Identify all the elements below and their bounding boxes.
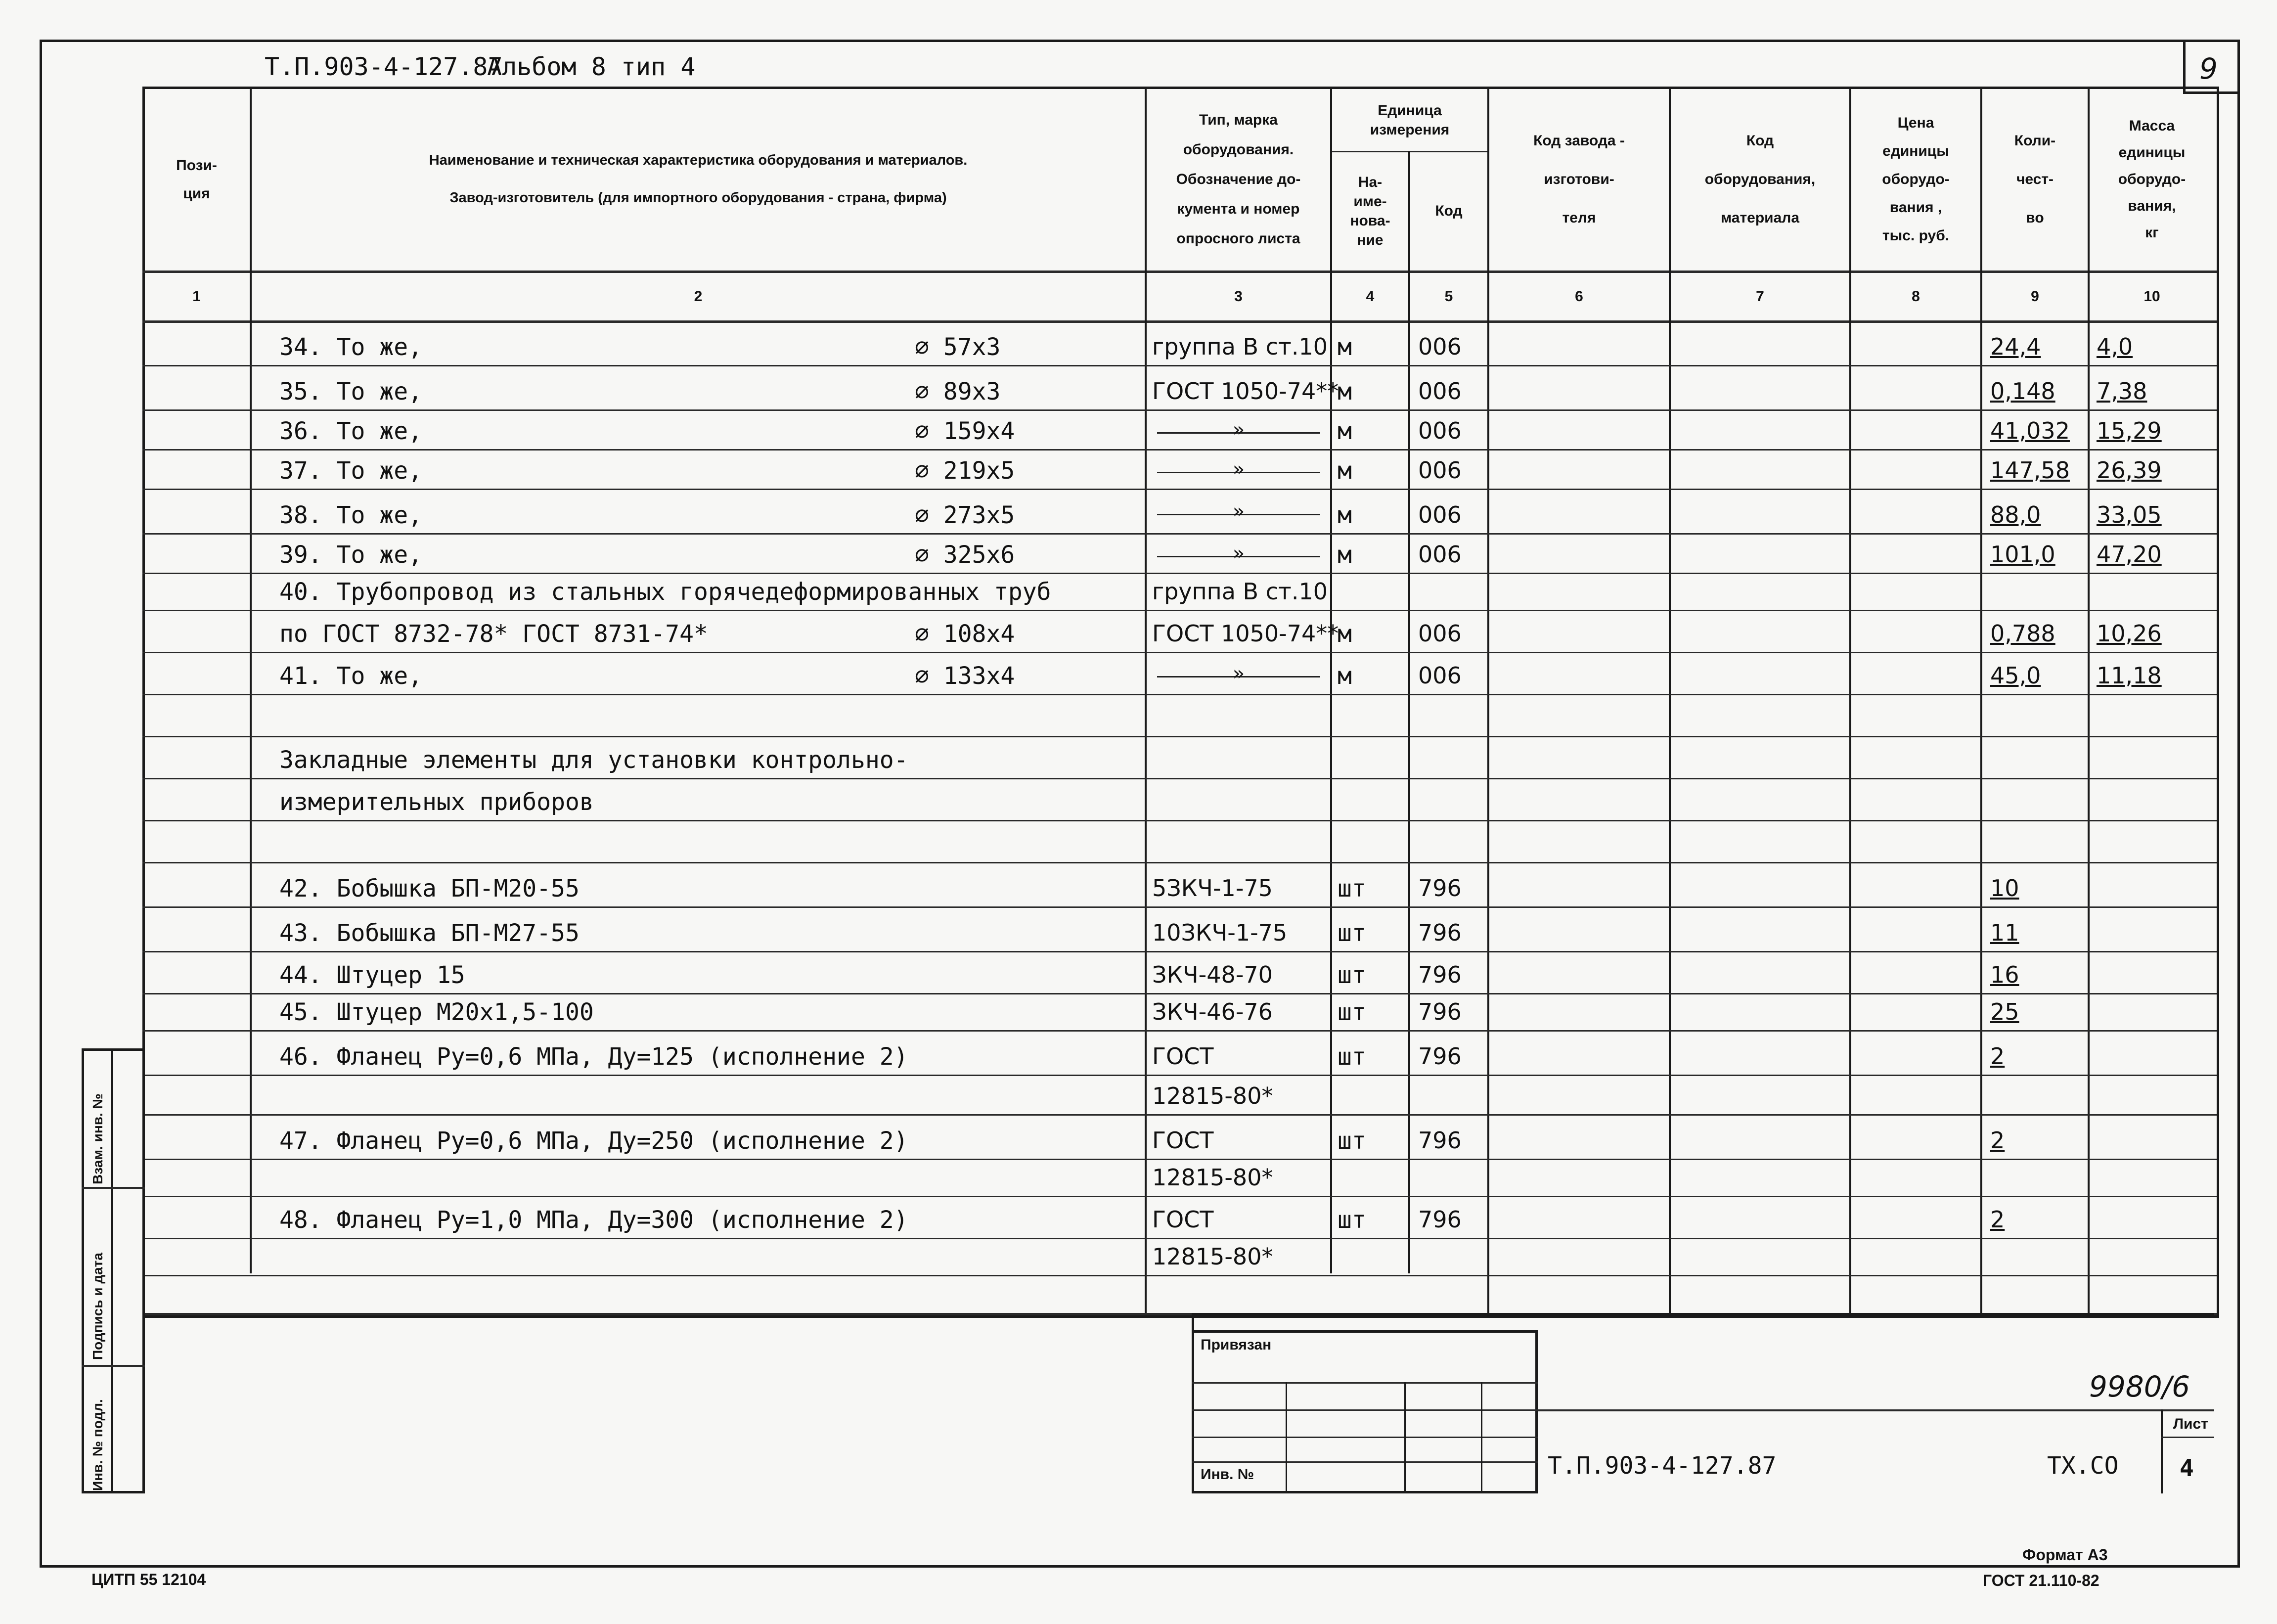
col-6-num: 6	[1575, 288, 1583, 305]
row-separator	[142, 533, 2217, 535]
ditto-mark	[1157, 676, 1320, 677]
cell-mass: 33,05	[2097, 501, 2162, 528]
cell-type: ГОСТ	[1152, 1206, 1214, 1233]
cell-unit: шт	[1338, 1206, 1366, 1234]
cell-name: 34. То же,	[279, 333, 422, 361]
privyazan-label: Привязан	[1201, 1337, 1272, 1353]
cell-type: ЗКЧ-46-76	[1152, 998, 1273, 1025]
cell-unit: шт	[1338, 961, 1366, 989]
cell-code: 006	[1418, 457, 1462, 484]
col-10-title: Масса единицы оборудо- вания, кг	[2118, 117, 2186, 241]
cell-size: ∅ 325х6	[915, 541, 1015, 569]
col-5-title: Код	[1435, 203, 1463, 219]
cell-code: 006	[1418, 333, 1462, 360]
cell-size: ∅ 159х4	[915, 417, 1015, 445]
col-2-title: Наименование и техническая характеристика оборудования и материалов. Завод-изготовитель (для импортного оборудования - страна, фирма)	[429, 152, 968, 206]
row-separator	[142, 1075, 2217, 1076]
cell-unit: шт	[1338, 1127, 1366, 1155]
tb-vline-2	[1404, 1382, 1406, 1493]
cell-mass: 7,38	[2097, 378, 2147, 405]
cell-code: 006	[1418, 541, 1462, 568]
side-stamp-line-2	[82, 1365, 145, 1367]
tb-main-line	[1538, 1409, 2214, 1411]
col-1-num: 1	[192, 288, 201, 305]
cell-name: 39. То же,	[279, 541, 422, 569]
cell-code: 006	[1418, 417, 1462, 444]
cell-unit: шт	[1338, 1043, 1366, 1071]
cell-size: ∅ 219х5	[915, 457, 1015, 485]
cell-code: 006	[1418, 501, 1462, 528]
cell-qty: 41,032	[1990, 417, 2070, 444]
row-separator	[142, 862, 2217, 863]
row-separator	[142, 1275, 2217, 1276]
side-stamp-divider	[111, 1048, 113, 1493]
cell-type: ГОСТ 1050-74**	[1152, 378, 1339, 405]
row-separator	[142, 820, 2217, 821]
cell-name: 44. Штуцер 15	[279, 961, 465, 989]
cell-mass: 4,0	[2097, 333, 2133, 360]
cell-code: 006	[1418, 662, 1462, 689]
cell-name: Закладные элементы для установки контрольно-	[279, 746, 908, 774]
col-4-title: На- име- нова- ние	[1350, 174, 1390, 248]
album-label: Альбом 8 тип 4	[487, 52, 696, 81]
col-2-num: 2	[694, 288, 703, 305]
row-separator	[142, 409, 2217, 411]
side-stamp-vzam: Взам. инв. №	[90, 1093, 105, 1184]
tb-line-4	[1192, 1461, 1538, 1463]
cell-type: ЗКЧ-48-70	[1152, 961, 1273, 988]
row-separator	[142, 694, 2217, 695]
tb-line-3	[1192, 1437, 1538, 1438]
cell-qty: 2	[1990, 1043, 2005, 1070]
cell-unit: шт	[1338, 998, 1366, 1026]
row-separator	[142, 1238, 2217, 1239]
cell-unit: м	[1338, 333, 1352, 361]
sheet-label: Лист	[2173, 1416, 2208, 1432]
side-stamp-podpis: Подпись и дата	[90, 1253, 105, 1360]
cell-type: ГОСТ 1050-74**	[1152, 620, 1339, 647]
cell-mass: 15,29	[2097, 417, 2162, 444]
row-separator	[142, 1159, 2217, 1160]
sheet-number: 9	[2199, 52, 2218, 86]
row-separator	[142, 1030, 2217, 1032]
row-separator	[142, 778, 2217, 779]
col-9-title: Коли- чест- во	[2014, 132, 2056, 226]
col-9-num: 9	[2031, 288, 2039, 305]
cell-name: 48. Фланец Ру=1,0 МПа, Ду=300 (исполнение 2)	[279, 1206, 908, 1234]
side-stamp-inv: Инв. № подл.	[90, 1399, 105, 1491]
colnum-bottom-line	[142, 320, 2217, 323]
cell-mass: 11,18	[2097, 662, 2162, 689]
cell-name: 38. То же,	[279, 501, 422, 529]
cell-code: 796	[1418, 1206, 1462, 1233]
cell-name: 45. Штуцер М20х1,5-100	[279, 998, 594, 1026]
col-5-num: 5	[1444, 288, 1453, 305]
row-separator	[142, 951, 2217, 952]
row-separator	[142, 610, 2217, 611]
cell-type: ГОСТ	[1152, 1127, 1214, 1154]
row-separator	[142, 736, 2217, 737]
cell-mass: 26,39	[2097, 457, 2162, 484]
cell-code: 796	[1418, 1043, 1462, 1070]
cell-name: по ГОСТ 8732-78* ГОСТ 8731-74*	[279, 620, 708, 648]
cell-size: ∅ 57х3	[915, 333, 1001, 361]
col-line-9	[2088, 87, 2090, 1313]
ditto-mark	[1157, 514, 1320, 515]
cell-code: 796	[1418, 875, 1462, 902]
title-sheet: 4	[2180, 1454, 2194, 1482]
col-7-num: 7	[1756, 288, 1764, 305]
cell-code: 796	[1418, 919, 1462, 946]
row-separator	[142, 906, 2217, 908]
col-4-num: 4	[1366, 288, 1375, 305]
cell-qty: 0,148	[1990, 378, 2055, 405]
cell-code: 006	[1418, 378, 1462, 405]
cell-qty: 25	[1990, 998, 2019, 1025]
row-separator	[142, 993, 2217, 994]
cell-qty: 24,4	[1990, 333, 2041, 360]
cell-qty: 2	[1990, 1206, 2005, 1233]
cell-qty: 101,0	[1990, 541, 2055, 568]
cell-name: 36. То же,	[279, 417, 422, 445]
col-6-title: Код завода - изготови- теля	[1533, 132, 1625, 226]
side-stamp-line-1	[82, 1187, 145, 1189]
col-line-5	[1487, 87, 1489, 1313]
footer-left: ЦИТП 55 12104	[91, 1571, 206, 1588]
cell-code: 796	[1418, 1127, 1462, 1154]
cell-unit: м	[1338, 457, 1352, 485]
cell-qty: 88,0	[1990, 501, 2041, 528]
ditto-mark	[1157, 556, 1320, 557]
row-separator	[142, 449, 2217, 451]
tb-line-2	[1192, 1409, 1538, 1411]
handwritten-number: 9980/6	[2089, 1370, 2190, 1403]
sheet-label-line	[2161, 1437, 2214, 1438]
cell-qty: 2	[1990, 1127, 2005, 1154]
col-7-title: Код оборудования, материала	[1704, 132, 1816, 226]
row-separator	[142, 365, 2217, 366]
cell-name: 37. То же,	[279, 457, 422, 485]
row-separator	[142, 573, 2217, 574]
row-separator	[142, 652, 2217, 653]
cell-qty: 0,788	[1990, 620, 2055, 647]
col-10-num: 10	[2143, 288, 2160, 305]
cell-name: измерительных приборов	[279, 788, 594, 816]
cell-size: ∅ 273х5	[915, 501, 1015, 529]
cell-type: 12815-80*	[1152, 1083, 1273, 1109]
cell-type: 5ЗКЧ-1-75	[1152, 875, 1273, 902]
col-3-title: Тип, марка оборудования. Обозначение до- кумента и номер опросного листа	[1176, 111, 1301, 247]
cell-qty: 16	[1990, 961, 2019, 988]
cell-type: 12815-80*	[1152, 1164, 1273, 1191]
cell-mass: 10,26	[2097, 620, 2162, 647]
cell-code: 796	[1418, 961, 1462, 988]
cell-name: 35. То же,	[279, 378, 422, 406]
cell-size: ∅ 108х4	[915, 620, 1015, 648]
cell-name: 40. Трубопровод из стальных горячедеформированных труб	[279, 578, 1051, 606]
cell-unit: м	[1338, 501, 1352, 529]
cell-unit: м	[1338, 541, 1352, 569]
col-8-num: 8	[1912, 288, 1920, 305]
row-separator	[142, 1114, 2217, 1116]
cell-name: 43. Бобышка БП-М27-55	[279, 919, 580, 947]
unit-group-title: Единица измерения	[1370, 102, 1450, 138]
cell-qty: 45,0	[1990, 662, 2041, 689]
col-line-8	[1980, 87, 1982, 1313]
cell-type: группа В ст.10	[1152, 578, 1328, 605]
cell-mass: 47,20	[2097, 541, 2162, 568]
cell-type: 10ЗКЧ-1-75	[1152, 919, 1288, 946]
inv-no-label: Инв. №	[1201, 1466, 1254, 1483]
cell-size: ∅ 133х4	[915, 662, 1015, 690]
cell-code: 006	[1418, 620, 1462, 647]
ditto-mark	[1157, 432, 1320, 434]
footer-gost: ГОСТ 21.110-82	[1983, 1572, 2099, 1589]
cell-type: ГОСТ	[1152, 1043, 1214, 1070]
cell-unit: м	[1338, 417, 1352, 445]
tb-vline-3	[1481, 1382, 1482, 1493]
cell-unit: м	[1338, 662, 1352, 690]
col-line-6	[1669, 87, 1671, 1313]
cell-code: 796	[1418, 998, 1462, 1025]
cell-qty: 147,58	[1990, 457, 2070, 484]
tb-line-1	[1192, 1382, 1538, 1384]
col-1-title: Пози- ция	[176, 157, 217, 202]
row-separator	[142, 1196, 2217, 1197]
cell-name: 46. Фланец Ру=0,6 МПа, Ду=125 (исполнение 2)	[279, 1043, 908, 1071]
col-8-title: Цена единицы оборудо- вания , тыс. руб.	[1882, 115, 1950, 244]
col-line-2	[1145, 87, 1147, 1313]
cell-unit: м	[1338, 620, 1352, 648]
cell-qty: 10	[1990, 875, 2019, 902]
cell-unit: шт	[1338, 875, 1366, 902]
cell-name: 41. То же,	[279, 662, 422, 690]
cell-type: 12815-80*	[1152, 1243, 1273, 1270]
cell-unit: шт	[1338, 919, 1366, 947]
row-separator	[142, 489, 2217, 490]
cell-unit: м	[1338, 378, 1352, 406]
cell-type: группа В ст.10	[1152, 333, 1328, 360]
cell-name: 47. Фланец Ру=0,6 МПа, Ду=250 (исполнение 2)	[279, 1127, 908, 1155]
cell-size: ∅ 89х3	[915, 378, 1001, 406]
ditto-mark	[1157, 472, 1320, 473]
col-line-7	[1849, 87, 1851, 1313]
col-3-num: 3	[1234, 288, 1243, 305]
cell-qty: 11	[1990, 919, 2019, 946]
tb-vline-1	[1286, 1382, 1287, 1493]
document-code: Т.П.903-4-127.87	[265, 52, 503, 81]
cell-name: 42. Бобышка БП-М20-55	[279, 875, 580, 902]
title-mark: ТХ.СО	[2047, 1452, 2119, 1480]
footer-format: Формат А3	[2022, 1546, 2108, 1564]
title-doc-code: Т.П.903-4-127.87	[1548, 1452, 1777, 1480]
